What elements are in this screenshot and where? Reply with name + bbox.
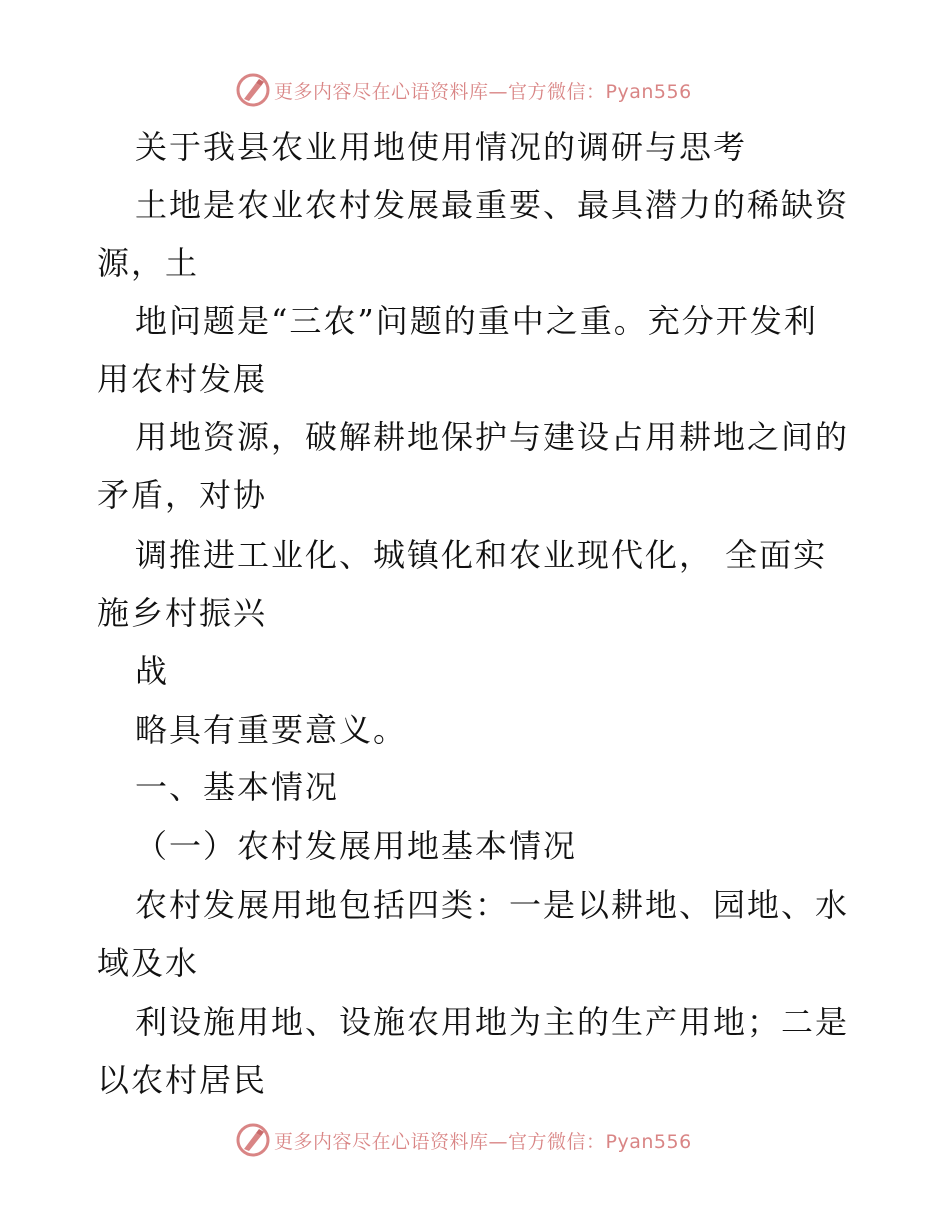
body-line: 土地是农业农村发展最重要、最具潜力的稀缺资 (135, 186, 850, 224)
document-title: 关于我县农业用地使用情况的调研与思考 (135, 128, 748, 166)
section-heading: 一、基本情况 (135, 768, 340, 806)
subsection-heading: （一）农村发展用地基本情况 (135, 827, 578, 865)
pen-circle-logo-icon (236, 1123, 270, 1157)
watermark-banner-top (236, 72, 692, 108)
watermark-text: 更多内容尽在心语资料库—官方微信：Pyan556 (274, 1130, 692, 1153)
body-line: 用农村发展 (97, 360, 268, 398)
body-line: 施乡村振兴 (97, 594, 268, 632)
body-line: 利设施用地、设施农用地为主的生产用地；二是 (135, 1003, 850, 1041)
body-line: 战 (135, 652, 170, 690)
pen-circle-logo-icon (236, 73, 270, 107)
body-line: 地问题是“三农”问题的重中之重。充分开发利 (135, 302, 818, 340)
body-line: 调推进工业化、城镇化和农业现代化， 全面实 (135, 536, 828, 574)
body-line: 域及水 (97, 944, 200, 982)
body-line: 矛盾，对协 (97, 476, 268, 514)
body-line: 以农村居民 (97, 1061, 268, 1099)
watermark-banner-bottom (236, 1122, 692, 1158)
body-line: 略具有重要意义。 (135, 711, 408, 749)
body-line: 农村发展用地包括四类：一是以耕地、园地、水 (135, 886, 850, 924)
body-line: 用地资源，破解耕地保护与建设占用耕地之间的 (135, 418, 850, 456)
watermark-text: 更多内容尽在心语资料库—官方微信：Pyan556 (274, 80, 692, 103)
body-line: 源，土 (97, 244, 200, 282)
